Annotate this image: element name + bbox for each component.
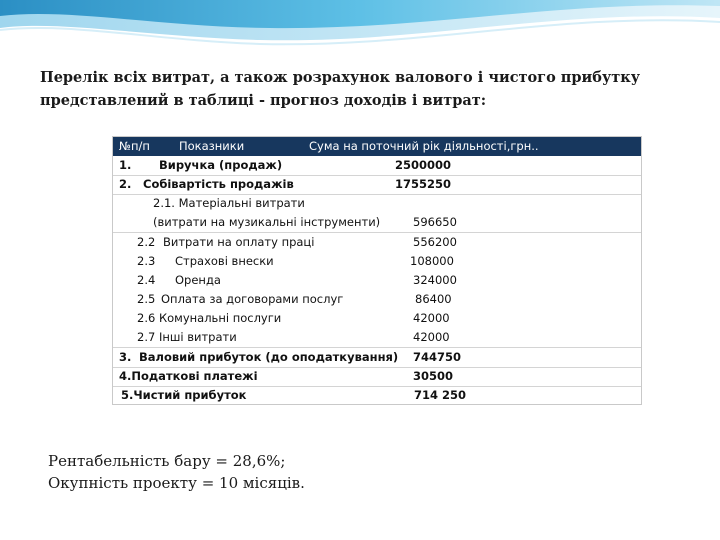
table-cell: Виручка (продаж) [159, 158, 283, 172]
table-cell: 5.Чистий прибуток [121, 388, 247, 402]
table-row [113, 328, 641, 348]
table-row [113, 213, 641, 233]
table-row [113, 309, 641, 328]
profitability-note: Рентабельність бару = 28,6%; [48, 452, 286, 470]
table-row [113, 367, 641, 387]
table-cell: 1755250 [395, 177, 452, 191]
table-header [113, 137, 641, 156]
table-cell: 42000 [413, 330, 450, 344]
payback-note: Окупність проекту = 10 місяців. [48, 474, 305, 492]
table-cell: 1. [119, 158, 132, 172]
table-row [113, 271, 641, 290]
table-cell: (витрати на музикальні інструменти) [153, 215, 381, 229]
table-cell: Оренда [175, 273, 221, 287]
table-cell: 4.Податкові платежі [119, 369, 258, 383]
table-cell: 108000 [410, 254, 454, 268]
table-cell: Собівартість продажів [143, 177, 294, 191]
table-row [113, 156, 641, 176]
income-expense-table [112, 136, 642, 405]
page-title [40, 66, 680, 112]
table-row [113, 194, 641, 213]
table-row [113, 290, 641, 309]
table-cell: 2.2 [137, 235, 156, 249]
table-row [113, 233, 641, 252]
table-cell: 324000 [413, 273, 457, 287]
table-cell: Валовий прибуток (до оподаткування) [139, 350, 399, 364]
table-cell: 2500000 [395, 158, 452, 172]
table-cell: 3. [119, 350, 132, 364]
table-cell: 2.6 Комунальні послуги [137, 311, 282, 325]
table-cell: 2.7 Інші витрати [137, 330, 237, 344]
table-row [113, 348, 641, 368]
table-cell: 2.5 [137, 292, 156, 306]
title-line-2: представлений в таблиці - прогноз доходів і витрат: [40, 92, 487, 109]
header-number: №п/п [119, 139, 150, 153]
header-indicator: Показники [179, 139, 245, 153]
table-cell: 86400 [415, 292, 452, 306]
table-cell: 2.4 [137, 273, 156, 287]
table-cell: Оплата за договорами послуг [161, 292, 344, 306]
table-cell: 2.3 [137, 254, 156, 268]
table-row [113, 386, 641, 405]
table-cell: 2.1. Матеріальні витрати [153, 196, 305, 210]
table-cell: 744750 [413, 350, 462, 364]
table-cell: 2. [119, 177, 132, 191]
table-cell: Витрати на оплату праці [163, 235, 315, 249]
table-row [113, 252, 641, 271]
table-cell: 30500 [413, 369, 454, 383]
table-cell: Страхові внески [175, 254, 274, 268]
table-row [113, 175, 641, 195]
summary-notes [48, 450, 305, 494]
header-amount: Сума на поточний рік діяльності,грн.. [309, 139, 539, 153]
table-cell: 556200 [413, 235, 457, 249]
title-line-1: Перелік всіх витрат, а також розрахунок валового і чистого прибутку [40, 69, 640, 86]
table-cell: 42000 [413, 311, 450, 325]
table-cell: 596650 [413, 215, 457, 229]
table-cell: 714 250 [414, 388, 467, 402]
